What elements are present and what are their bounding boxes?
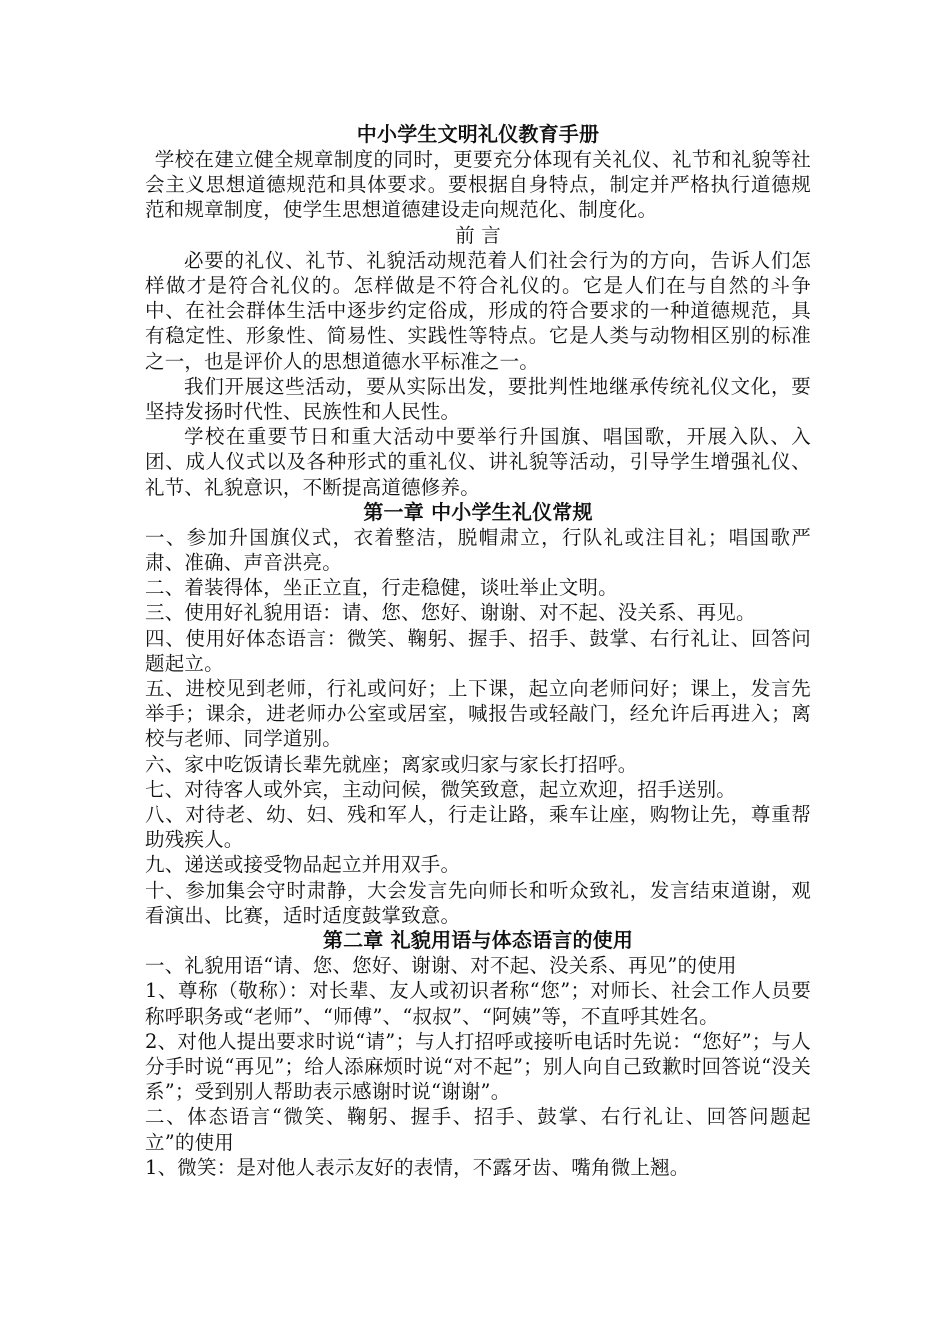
- chapter-1-item: 四、使用好体态语言：微笑、鞠躬、握手、招手、鼓掌、右行礼让、回答问题起立。: [145, 626, 811, 675]
- intro-paragraph: 学校在建立健全规章制度的同时，更要充分体现有关礼仪、礼节和礼貌等社会主义思想道德规范和具体要求。要根据自身特点，制定并严格执行道德规范和规章制度，使学生思想道德建设走向规范化、制度化。: [145, 148, 811, 222]
- chapter-1-item: 九、递送或接受物品起立并用双手。: [145, 853, 461, 877]
- preface-paragraph-2: 我们开展这些活动，要从实际出发，要批判性地继承传统礼仪文化，要坚持发扬时代性、民族性和人民性。: [145, 374, 811, 424]
- chapter-2-heading: 第二章 礼貌用语与体态语言的使用: [322, 928, 634, 953]
- chapter-2-section-2-title: 二、体态语言“微笑、鞠躬、握手、招手、鼓掌、右行礼让、回答问题起立”的使用: [145, 1105, 811, 1154]
- chapter-1-item: 三、使用好礼貌用语：请、您、您好、谢谢、对不起、没关系、再见。: [145, 601, 756, 625]
- chapter-1-item: 十、参加集会守时肃静，大会发言先向师长和听众致礼，发言结束道谢，观看演出、比赛，适时适度鼓掌致意。: [145, 878, 811, 927]
- chapter-1-item: 五、进校见到老师，行礼或问好；上下课，起立向老师问好；课上，发言先举手；课余，进老师办公室或居室，喊报告或轻敲门，经允许后再进入；离校与老师、同学道别。: [145, 677, 811, 751]
- chapter-1-item: 六、家中吃饭请长辈先就座；离家或归家与家长打招呼。: [145, 752, 638, 776]
- chapter-1-item: 八、对待老、幼、妇、残和军人，行走让路，乘车让座，购物让先，尊重帮助残疾人。: [145, 803, 811, 852]
- document-title: 中小学生文明礼仪教育手册: [356, 122, 600, 146]
- chapter-2-section-2-item: 1、微笑：是对他人表示友好的表情，不露牙齿、嘴角微上翘。: [145, 1155, 690, 1179]
- preface-heading: 前 言: [455, 223, 501, 247]
- chapter-1-heading: 第一章 中小学生礼仪常规: [363, 499, 593, 524]
- chapter-1-item: 二、着装得体，坐正立直，行走稳健，谈吐举止文明。: [145, 576, 618, 600]
- chapter-2-section-1-item: 2、对他人提出要求时说“请”；与人打招呼或接听电话时先说：“您好”；与人分手时说“再见”；给人添麻烦时说“对不起”；别人向自己致歉时回答说“没关系”；受到别人帮助表示感谢时说“谢谢”。: [145, 1029, 811, 1104]
- preface-paragraph-1: 必要的礼仪、礼节、礼貌活动规范着人们社会行为的方向，告诉人们怎样做才是符合礼仪的。怎样做是不符合礼仪的。它是人们在与自然的斗争中、在社会群体生活中逐步约定俗成，形成的符合要求的一种道德规范，具有稳定性、形象性、简易性、实践性等特点。它是人类与动物相区别的标准之一，也是评价人的思想道德水平标准之一。: [145, 248, 811, 373]
- chapter-1-item: 一、参加升国旗仪式，衣着整洁，脱帽肃立，行队礼或注目礼；唱国歌严肃、准确、声音洪亮。: [145, 525, 811, 575]
- chapter-2-section-1-title: 一、礼貌用语“请、您、您好、谢谢、对不起、没关系、再见”的使用: [145, 954, 737, 978]
- document-page: [145, 122, 811, 1180]
- chapter-2-section-1-item: 1、尊称（敬称）：对长辈、友人或初识者称“您”；对师长、社会工作人员要称呼职务或“老师”、“师傅”、“叔叔”、“阿姨”等，不直呼其姓名。: [145, 979, 811, 1028]
- chapter-1-item: 七、对待客人或外宾，主动问候，微笑致意，起立欢迎，招手送别。: [145, 777, 737, 801]
- preface-paragraph-3: 学校在重要节日和重大活动中要举行升国旗、唱国歌，开展入队、入团、成人仪式以及各种形式的重礼仪、讲礼貌等活动，引导学生增强礼仪、礼节、礼貌意识，不断提高道德修养。: [145, 425, 811, 499]
